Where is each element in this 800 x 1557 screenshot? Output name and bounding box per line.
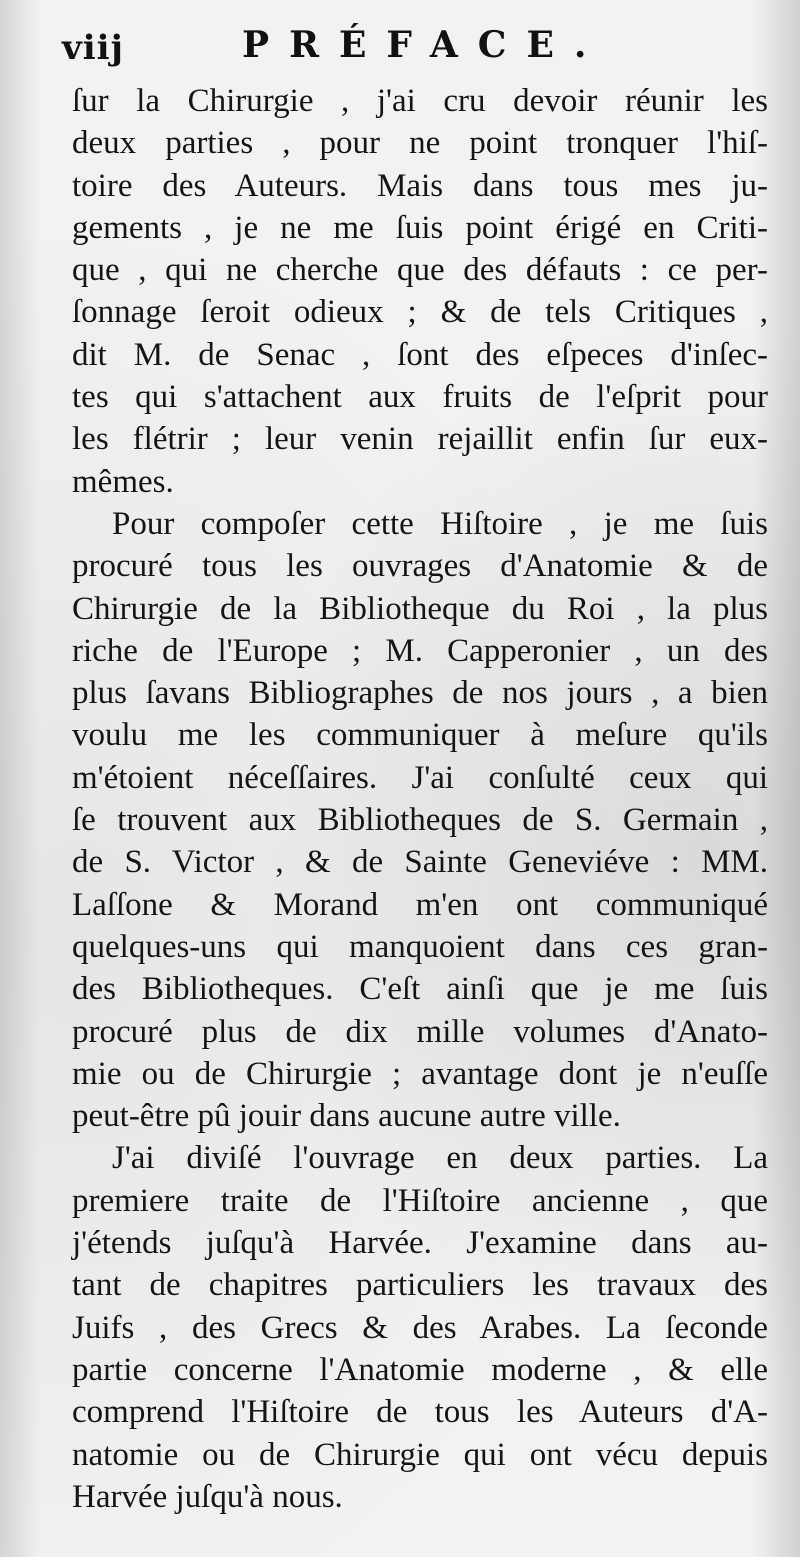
text-line: procuré tous les ouvrages d'Anatomie & de — [72, 548, 768, 585]
text-line: plus ſavans Bibliographes de nos jours , a bien — [72, 675, 768, 712]
text-line: mêmes. — [72, 463, 174, 500]
text-line: riche de l'Europe ; M. Capperonier , un des — [72, 632, 768, 669]
text-line: deux parties , pour ne point tronquer l'hiſ- — [72, 125, 768, 162]
text-line: tant de chapitres particuliers les travaux des — [72, 1267, 768, 1304]
text-line: des Bibliotheques. C'eſt ainſi que je me ſuis — [72, 971, 768, 1008]
text-line: quelques-uns qui manquoient dans ces gran- — [72, 928, 768, 965]
text-line: J'ai diviſé l'ouvrage en deux parties. La — [112, 1140, 768, 1177]
text-line: natomie ou de Chirurgie qui ont vécu depuis — [72, 1436, 768, 1473]
text-line: gements , je ne me ſuis point érigé en Criti- — [72, 209, 768, 246]
text-line: comprend l'Hiſtoire de tous les Auteurs d'A- — [72, 1394, 768, 1431]
text-line: partie concerne l'Anatomie moderne , & elle — [72, 1351, 768, 1388]
text-line: premiere traite de l'Hiſtoire ancienne , que — [72, 1182, 768, 1219]
running-title: PRÉFACE. — [242, 24, 607, 66]
text-line: les flétrir ; leur venin rejaillit enfin ſur eux- — [72, 421, 768, 458]
text-line: Chirurgie de la Bibliotheque du Roi , la plus — [72, 590, 768, 627]
text-line: ſonnage ſeroit odieux ; & de tels Critiques , — [72, 294, 768, 331]
page-header — [62, 22, 772, 78]
text-line: procuré plus de dix mille volumes d'Anato- — [72, 1013, 768, 1050]
text-line: peut-être pû jouir dans aucune autre ville. — [72, 1098, 621, 1135]
text-line: Harvée juſqu'à nous. — [72, 1478, 343, 1515]
text-line: Juifs , des Grecs & des Arabes. La ſeconde — [72, 1309, 768, 1346]
text-line: m'étoient néceſſaires. J'ai conſulté ceux qui — [72, 759, 768, 796]
text-line: ſe trouvent aux Bibliotheques de S. Germain , — [72, 802, 768, 839]
text-line: Pour compoſer cette Hiſtoire , je me ſuis — [112, 505, 768, 542]
text-line: de S. Victor , & de Sainte Geneviéve : MM. — [72, 844, 768, 881]
text-line: que , qui ne cherche que des défauts : ce per- — [72, 252, 768, 289]
text-line: toire des Auteurs. Mais dans tous mes ju- — [72, 167, 768, 204]
text-line: ſur la Chirurgie , j'ai cru devoir réunir les — [72, 83, 768, 119]
text-line: dit M. de Senac , ſont des eſpeces d'inſec- — [72, 336, 768, 373]
text-line: mie ou de Chirurgie ; avantage dont je n'euſſe — [72, 1055, 768, 1092]
body-text — [72, 80, 768, 1518]
page-number: viij — [62, 28, 124, 68]
text-line: j'étends juſqu'à Harvée. J'examine dans au- — [72, 1225, 768, 1262]
text-line: Laſſone & Morand m'en ont communiqué — [72, 886, 768, 923]
text-line: voulu me les communiquer à meſure qu'ils — [72, 717, 768, 754]
text-line: tes qui s'attachent aux fruits de l'eſprit pour — [72, 379, 768, 416]
